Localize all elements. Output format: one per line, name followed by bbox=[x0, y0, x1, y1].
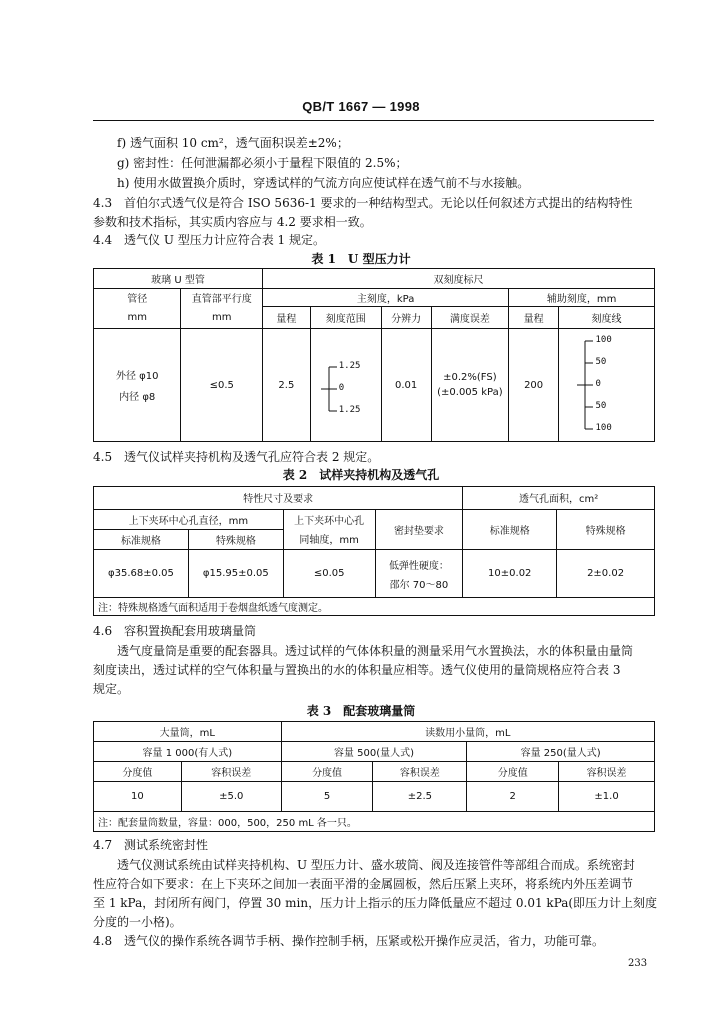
table3-err-1000: ±5.0 bbox=[181, 782, 281, 812]
table1-h-aux-range: 量程 bbox=[509, 307, 559, 329]
main-scale-bracket bbox=[311, 331, 381, 439]
table1-error-percent: ±0.2%(FS) bbox=[443, 372, 497, 384]
table3-cap-1000: 容量 1 000(有人式) bbox=[94, 742, 282, 762]
aux-tick-5: 100 bbox=[595, 423, 612, 434]
table3-h-err-2: 容积误差 bbox=[373, 762, 467, 782]
table3 bbox=[93, 721, 655, 832]
table3-cap-500: 容量 500(量人式) bbox=[281, 742, 467, 762]
table2-h-coaxial-line1: 上下夹环中心孔 bbox=[294, 516, 365, 528]
table2-seal bbox=[375, 550, 463, 597]
table1-error-cell bbox=[431, 329, 509, 442]
table2-h-area: 透气孔面积，cm² bbox=[463, 487, 655, 510]
table1-group-right: 双刻度标尺 bbox=[263, 269, 655, 289]
table1 bbox=[93, 268, 655, 442]
table1-aux-range: 200 bbox=[509, 329, 559, 442]
section-4-6-title: 容积置换配套用玻璃量筒 bbox=[124, 624, 257, 638]
table2-h-features: 特性尺寸及要求 bbox=[94, 487, 463, 510]
table2-h-area-std: 标准规格 bbox=[463, 509, 557, 550]
table3-err-250: ±1.0 bbox=[559, 782, 655, 812]
table1-group-left: 玻璃 U 型管 bbox=[94, 269, 263, 289]
page-number: 233 bbox=[628, 958, 648, 969]
table1-parallel: ≤0.5 bbox=[181, 329, 263, 442]
section-4-5-number: 4.5 bbox=[93, 450, 113, 464]
section-4-7-number: 4.7 bbox=[93, 838, 113, 852]
section-4-7-title: 测试系统密封性 bbox=[124, 838, 209, 852]
table1-h-resolution: 分辨力 bbox=[381, 307, 431, 329]
section-4-4-number: 4.4 bbox=[93, 233, 113, 247]
standard-header: QB/T 1667 — 1998 bbox=[302, 99, 420, 114]
table1-main-scale-diagram bbox=[310, 329, 381, 442]
item-h: h) 使用水做置换介质时，穿透试样的气流方向应使试样在透气前不与水接触。 bbox=[117, 176, 530, 190]
table3-caption: 表 3 配套玻璃量筒 bbox=[306, 704, 416, 718]
table2-std-dia: φ35.68±0.05 bbox=[94, 550, 189, 597]
item-f: f) 透气面积 10 cm²，透气面积误差±2%； bbox=[117, 136, 349, 150]
table2-coaxial: ≤0.05 bbox=[283, 550, 375, 597]
table3-note: 注：配套量筒数量，容量：000，500，250 mL 各一只。 bbox=[94, 812, 655, 832]
table1-h-range: 量程 bbox=[263, 307, 311, 329]
table1-pipe-cell bbox=[94, 329, 181, 442]
table2-area-special: 2±0.02 bbox=[557, 550, 655, 597]
aux-tick-3: 0 bbox=[595, 379, 601, 390]
section-4-4-text: 透气仪 U 型压力计应符合表 1 规定。 bbox=[124, 233, 326, 247]
table2-caption: 表 2 试样夹持机构及透气孔 bbox=[282, 468, 440, 482]
table3-h-div-1: 分度值 bbox=[94, 762, 182, 782]
table1-main-scale: 主刻度，kPa bbox=[263, 289, 509, 307]
table1-range: 2.5 bbox=[263, 329, 311, 442]
table3-h-small: 读数用小量筒，mL bbox=[281, 722, 654, 742]
section-4-7-line1: 透气仪测试系统由试样夹持机构、U 型压力计、盛水玻筒、阀及连接管件等部组合而成。系统密封 bbox=[117, 858, 635, 872]
table2 bbox=[93, 486, 655, 616]
table3-h-err-3: 容积误差 bbox=[559, 762, 655, 782]
table1-col-pipe-unit: mm bbox=[94, 307, 181, 329]
table1-pipe-inner: 内径 φ8 bbox=[119, 392, 156, 404]
section-4-5-text: 透气仪试样夹持机构及透气孔应符合表 2 规定。 bbox=[124, 450, 380, 464]
table3-h-large: 大量筒，mL bbox=[94, 722, 282, 742]
table2-h-seal: 密封垫要求 bbox=[375, 509, 463, 550]
section-4-7-line4: 分度的一小格)。 bbox=[93, 915, 182, 929]
aux-tick-4: 50 bbox=[595, 401, 607, 412]
table3-err-500: ±2.5 bbox=[373, 782, 467, 812]
table1-resolution: 0.01 bbox=[381, 329, 431, 442]
section-4-6-line2: 刻度读出，透过试样的空气体积量与置换出的水的体积量应相等。透气仪使用的量筒规格应符合表 3 bbox=[93, 663, 621, 677]
section-4-3-line2: 参数和技术指标，其实质内容应与 4.2 要求相一致。 bbox=[93, 215, 372, 229]
section-4-6-line1: 透气度量筒是重要的配套器具。透过试样的气体体积量的测量采用气水置换法，水的体积量由量筒 bbox=[117, 644, 634, 658]
table1-aux-scale: 辅助刻度，mm bbox=[509, 289, 655, 307]
table3-h-div-2: 分度值 bbox=[281, 762, 373, 782]
aux-tick-1: 100 bbox=[595, 335, 612, 346]
table2-seal-line1: 低弹性硬度： bbox=[388, 560, 449, 572]
table1-h-full-error: 满度误差 bbox=[431, 307, 509, 329]
main-tick-top: 1.25 bbox=[338, 361, 361, 372]
table2-h-coaxial-line2: 同轴度，mm bbox=[299, 535, 359, 547]
table2-h-hole-dia: 上下夹环中心孔直径，mm bbox=[94, 509, 284, 529]
table2-h-coaxial bbox=[283, 509, 375, 550]
aux-tick-2: 50 bbox=[595, 357, 607, 368]
table3-h-err-1: 容积误差 bbox=[181, 762, 281, 782]
main-tick-bottom: 1.25 bbox=[338, 405, 361, 416]
table3-h-div-3: 分度值 bbox=[467, 762, 559, 782]
table1-h-scale-range: 刻度范围 bbox=[310, 307, 381, 329]
section-4-3-number: 4.3 bbox=[93, 196, 113, 210]
table1-caption: 表 1 U 型压力计 bbox=[311, 252, 411, 266]
table2-note: 注：特殊规格透气面积适用于卷烟盘纸透气度测定。 bbox=[94, 597, 655, 615]
table1-col-parallel: 直管部平行度 bbox=[181, 289, 263, 307]
table2-h-area-special: 特殊规格 bbox=[557, 509, 655, 550]
section-4-6-line3: 规定。 bbox=[93, 682, 130, 696]
section-4-7-line3: 至 1 kPa，封闭所有阀门，停置 30 min，压力计上指示的压力降低量应不超过 0.01 kPa(即压力计上刻度 bbox=[93, 896, 658, 910]
section-4-8-number: 4.8 bbox=[93, 934, 113, 948]
table2-area-std: 10±0.02 bbox=[463, 550, 557, 597]
table1-h-aux-line: 刻度线 bbox=[558, 307, 654, 329]
table1-col-pipe: 管径 bbox=[94, 289, 181, 307]
table1-aux-scale-diagram bbox=[558, 329, 654, 442]
section-4-7-line2: 性应符合如下要求：在上下夹环之间加一表面平滑的金属圆板，然后压紧上夹环，将系统内外压差调节 bbox=[93, 877, 634, 891]
table3-div-1000: 10 bbox=[94, 782, 182, 812]
table2-special-dia: φ15.95±0.05 bbox=[188, 550, 283, 597]
main-tick-zero: 0 bbox=[338, 383, 345, 394]
table1-pipe-outer: 外径 φ10 bbox=[115, 371, 159, 383]
table3-div-250: 2 bbox=[467, 782, 559, 812]
section-4-8-text: 透气仪的操作系统各调节手柄、操作控制手柄，压紧或松开操作应灵活，省力，功能可靠。 bbox=[124, 934, 605, 948]
table3-div-500: 5 bbox=[281, 782, 373, 812]
table1-col-parallel-unit: mm bbox=[181, 307, 263, 329]
table1-error-kpa: (±0.005 kPa) bbox=[437, 387, 503, 399]
header-rule bbox=[93, 120, 654, 121]
table2-h-std: 标准规格 bbox=[94, 529, 189, 549]
table2-seal-line2: 邵尔 70～80 bbox=[389, 579, 449, 591]
section-4-3-line1: 首伯尔式透气仪是符合 ISO 5636-1 要求的一种结构型式。无论以任何叙述方式提出的结构特性 bbox=[124, 196, 633, 210]
section-4-6-number: 4.6 bbox=[93, 624, 113, 638]
table2-h-special: 特殊规格 bbox=[188, 529, 283, 549]
table3-cap-250: 容量 250(量人式) bbox=[467, 742, 655, 762]
item-g: g) 密封性：任何泄漏都必须小于量程下限值的 2.5%； bbox=[117, 156, 408, 170]
